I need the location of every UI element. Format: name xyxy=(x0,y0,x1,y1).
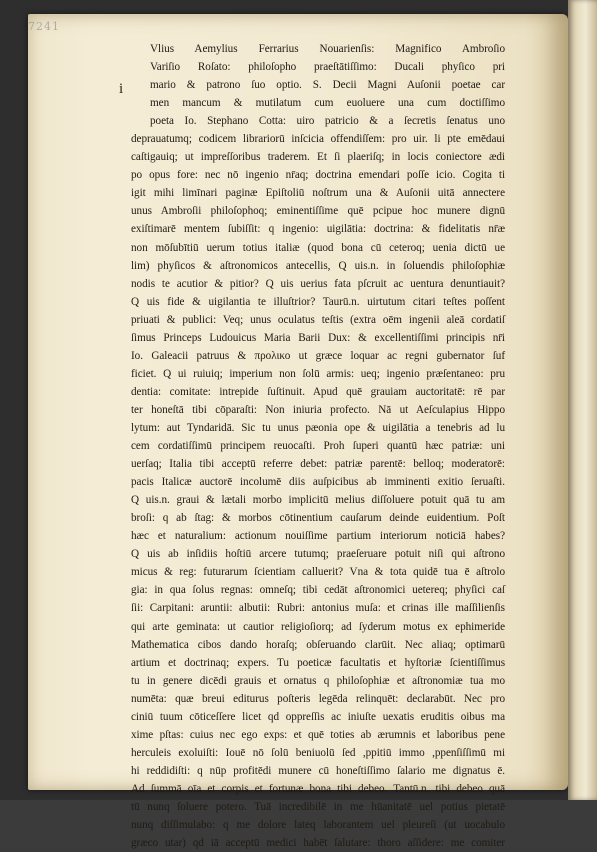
text-line: uerſaq; Italia tibi acceptū referre debet: patriæ parentē: belloq; moderatorē: xyxy=(131,458,505,471)
text-line: tu in genere dicēdi grauis et ornatus q philoſophiæ et aſtronomiæ tua mo xyxy=(131,674,505,687)
text-line: Vlius Aemylius Ferrarius Nouarienſis: Magnifico Ambroſio xyxy=(150,43,505,55)
text-line: micus & reg: futurarum ſcientiam calluerit? Vna & tota quidē tua ē aſtrolo xyxy=(131,566,505,579)
text-line: Io. Galeacii patruus & προλικο ut græce loquar ac regni gubernator ſuf xyxy=(131,349,505,362)
text-line: poeta Io. Stephano Cotta: uiro patricio & a ſecretis ſenatus uno xyxy=(150,115,505,128)
text-line: Variſio Roſato: philoſopho praeſtātiſſimo: Ducali phyſico pri xyxy=(150,61,505,74)
incunable-text-block xyxy=(131,40,505,852)
text-line: deprauatumq; codicem librariorū inſcicia offendiſſem: pro uir. li pte emēdaui xyxy=(131,133,505,146)
text-line: numēta: quæ breui editurus poſteris legēda relinquēt: declarabūt. Nec pro xyxy=(131,692,505,705)
text-line: Q uis fide & uigilantia te illuſtrior? Taurū.n. uirtutum citari teſtes poſſent xyxy=(131,295,505,308)
text-line: ſii: Carpitani: aruntii: albutii: Rubri: antonius muſa: et crinas ille maſſilienſis xyxy=(131,602,505,615)
text-line: dentia: comitate: intrepide ſuſtinuit. Apud quē grauiam auctoritatē: rē par xyxy=(131,385,505,398)
text-line: pacis Italicæ auctorē incolumē diis auſpicibus ab imminenti exitio ſeruaſti. xyxy=(131,476,505,489)
text-line: hi reddidiſti: q nūp profitēdi munere cū honeſtiſſimo ſalario me dignatus ē. xyxy=(131,764,505,777)
text-line: Q uis ab inſidiis hoſtiū arcere tutumq; praeſeruare potuit niſi qui aſtrono xyxy=(131,548,505,561)
text-line: cem cordatiſſimū principem reuocaſti. Proh ſuperi quantū hæc patriæ: uni xyxy=(131,440,505,453)
text-line: non mōſubītiū uerum totius italiæ (quod bona cū ceteroq; uenia dictū ue xyxy=(131,241,505,254)
text-line: exiſtimarē mentem ſubiſſit: q ingenio: uigilātia: doctrina: & fidelitatis nr̄æ xyxy=(131,223,505,236)
text-line: xime pſtas: cuius nec ego exps: et quē toties ab ærumnis et laboribus pene xyxy=(131,728,505,741)
text-line: ficiet. Q ui ruiuiq; imperium non ſolū armis: ueq; ingenio præſentaneo: pru xyxy=(131,367,505,380)
text-line: herculeis exoluiſti: Iouē nō ſolū beniuolū ſed ,ppitiū immo ,ppenſiſſimū mi xyxy=(131,746,505,759)
guide-letter: i xyxy=(119,81,124,97)
text-line: ciniū tuum cōticeſſere licet qd oppreſſis ac iniuſte uexatis eruditis oibus ma xyxy=(131,710,505,723)
text-line: nunq diſſimulabo: q me dolore lateq laborantem uel pleureſi (ut uocabulo xyxy=(131,819,505,832)
text-line: mario & patrono ſuo optio. S. Decii Magni Auſonii poetae car xyxy=(150,79,505,92)
text-line: po opus fore: nec nō ingenio nr̄aq; doctrina emendari poſſe icio. Cogita ti xyxy=(131,169,505,182)
text-line: men mancum & mutilatum cum euoluere una cum doctiſſimo xyxy=(150,97,505,110)
text-line: lytum: aut Tyndaridā. Sic tu unus pæonia ope & uigilātia a tenebris ad lu xyxy=(131,421,505,434)
text-line: unus Ambroſii philoſophoq; eminentiſſime quē pcipue hoc munere dignū xyxy=(131,205,505,218)
text-line: Q uis.n. graui & lætali morbo implicitū melius diſſoluere potuit quā tu am xyxy=(131,494,505,507)
text-line: artium et doctrinaq; expers. Tu poeticæ facultatis et hyſtoriæ ſcientiſſimus xyxy=(131,656,505,669)
text-line: broſi: q ab ſtag: & morbos cōtinentium cauſarum deinde euidentium. Poſt xyxy=(131,512,505,525)
text-line: tū nunq ſoluere potero. Tuā incredibilē in me hūanitatē uel potius pietatē xyxy=(131,800,505,813)
book-binding-edge xyxy=(568,0,597,800)
text-line: græco utar) qd iā acceptū medici habēt ſalutare: thoro aſſidere: me comiter xyxy=(131,837,505,850)
text-line: priuati & publici: Veq; unus oculatus teſtis (extra oēm ingenii aleā cordatiſ xyxy=(131,313,505,326)
text-line: ter honeſtā tibi cōparaſti: Non iniuria profecto. Nā ut Aeſculapius Hippo xyxy=(131,403,505,416)
pencil-shelfmark: 7241 xyxy=(28,20,60,33)
text-line: igit mihi limīnari paginæ Epiſtoliū noſtrum una & Auſonii uitā annectere xyxy=(131,187,505,200)
text-line: qui arte geminata: ut cautior religioſiorq; ad ſyderum motus ex ephimeride xyxy=(131,620,505,633)
text-line: gia: in qua ſolus regnas: omneſq; tibi cedāt aſtronomici uetereq; phyſici caſ xyxy=(131,584,505,597)
text-line: caſtigauiq; ut impreſſoribus traderem. Et ſi plaeriſq; in locis coniectore ædi xyxy=(131,151,505,164)
text-line: ſimus Princeps Ludouicus Maria Barii Dux: & excellentiſſimi principis nr̄i xyxy=(131,331,505,344)
text-line: Mathematica cibos dando horaſq; obſeruando clarūit. Nec aliaq; optimarū xyxy=(131,638,505,651)
text-line: nodis te acutior & pitior? Q uis uerius fata pſcruit ac uentura denuntiauit? xyxy=(131,277,505,290)
text-line: lim) phyſicos & aſtronomicos antecellis, Q uis.n. in ſoluendis philoſophiæ xyxy=(131,259,505,272)
text-line: Ad ſummā oīa et corpis et fortunæ bona tibi debeo. Tantū.n. tibi debeo quā xyxy=(131,782,505,795)
text-line: hæc et naturalium: actionum nouiſſime partium interiorum noticiā habes? xyxy=(131,530,505,543)
